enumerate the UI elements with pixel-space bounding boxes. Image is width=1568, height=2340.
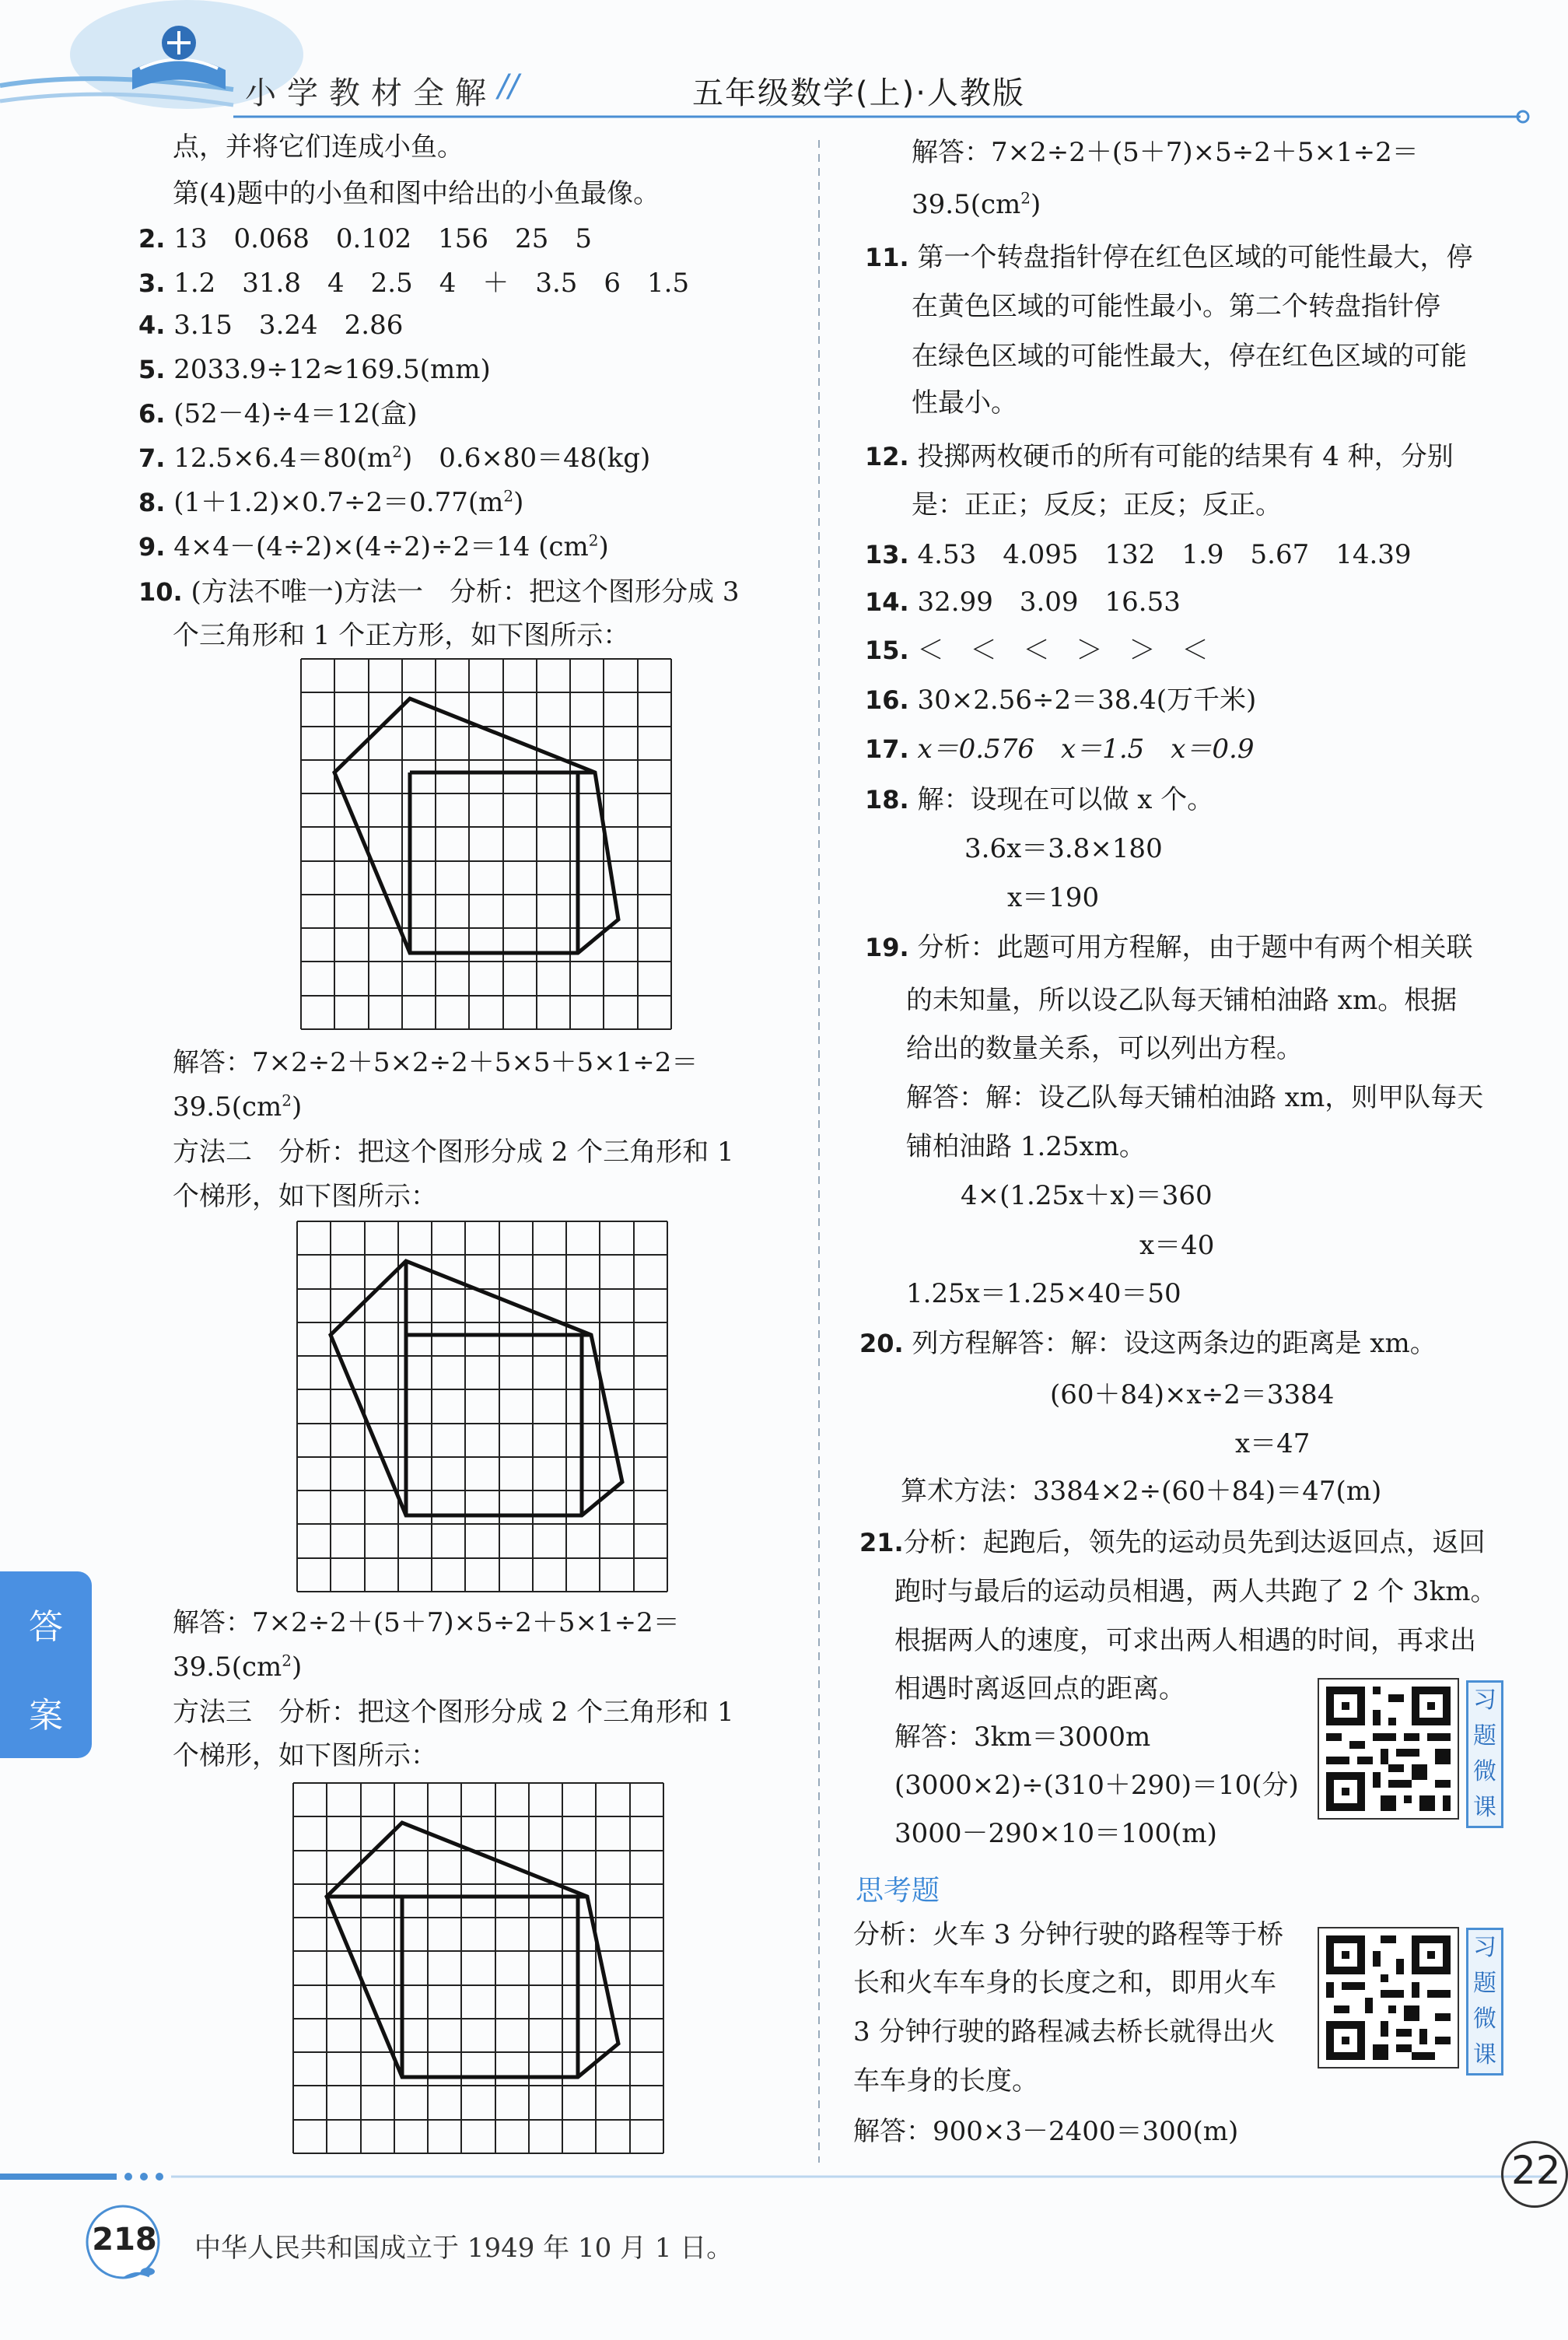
answer-line: 个梯形，如下图所示： bbox=[173, 1740, 437, 1771]
answer-line: 解答：900×3－2400＝300(m) bbox=[853, 2116, 1239, 2147]
answer-line bbox=[912, 188, 1041, 221]
answer-line: 性最小。 bbox=[912, 387, 1017, 419]
answer-line: 在黄色区域的可能性最小。第二个转盘指针停 bbox=[912, 291, 1440, 322]
answer-text: 32.99 3.09 16.53 bbox=[917, 587, 1181, 618]
answer-line: 第(4)题中的小鱼和图中给出的小鱼最像。 bbox=[173, 178, 660, 209]
answer-line: 根据两人的速度，可求出两人相遇的时间，再求出 bbox=[894, 1625, 1476, 1656]
answer-line: 解答：7×2÷2＋(5＋7)×5÷2＋5×1÷2＝ bbox=[173, 1607, 680, 1638]
qr-code-icon[interactable] bbox=[1318, 1928, 1458, 2068]
item-number: 19. bbox=[865, 933, 909, 962]
answer-item-3 bbox=[138, 267, 689, 300]
column-divider bbox=[817, 140, 821, 2163]
footer-rule bbox=[0, 2170, 1550, 2186]
answer-line: 跑时与最后的运动员相遇，两人共跑了 2 个 3km。 bbox=[894, 1576, 1497, 1607]
answer-text: 解：设现在可以做 x 个。 bbox=[917, 784, 1214, 815]
answer-text: 3.15 3.24 2.86 bbox=[173, 310, 404, 341]
answer-text: 39.5(cm bbox=[173, 1652, 282, 1683]
answer-line: (3000×2)÷(310＋290)＝10(分) bbox=[894, 1770, 1299, 1801]
answer-line: 解答：7×2÷2＋5×2÷2＋5×5＋5×1÷2＝ bbox=[173, 1047, 698, 1078]
next-page-number-text: 22 bbox=[1511, 2148, 1561, 2193]
answer-line: 点，并将它们连成小鱼。 bbox=[173, 131, 464, 163]
answer-item-8 bbox=[138, 486, 523, 519]
answer-text: 13 0.068 0.102 156 25 5 bbox=[173, 223, 592, 254]
answer-text: 1.2 31.8 4 2.5 4 ＋ 3.5 6 1.5 bbox=[173, 268, 690, 299]
answer-text: ) 0.6×80＝48(kg) bbox=[402, 443, 651, 474]
answer-item-20 bbox=[859, 1327, 1437, 1360]
answer-item-17 bbox=[865, 733, 1255, 765]
answer-text: x＝0.576 x＝1.5 x＝0.9 bbox=[917, 734, 1255, 765]
item-number: 10. bbox=[138, 577, 183, 607]
answer-line: 方法三 分析：把这个图形分成 2 个三角形和 1 bbox=[173, 1697, 734, 1728]
book-title: 五年级数学(上)·人教版 bbox=[692, 75, 1025, 111]
answer-text: 分析：此题可用方程解，由于题中有两个相关联 bbox=[917, 932, 1473, 963]
side-tab-char: 答 bbox=[29, 1607, 63, 1647]
answer-text: 分析：起跑后，领先的运动员先到达返回点，返回 bbox=[903, 1527, 1486, 1558]
answer-item-13 bbox=[865, 538, 1412, 571]
answer-item-12 bbox=[865, 440, 1454, 473]
answer-text: ) bbox=[291, 1091, 303, 1123]
answer-line: 个梯形，如下图所示： bbox=[173, 1181, 437, 1212]
equation-line: (60＋84)×x÷2＝3384 bbox=[1050, 1379, 1335, 1410]
answer-line: 分析：火车 3 分钟行驶的路程等于桥 bbox=[853, 1919, 1284, 1950]
answer-line: 方法二 分析：把这个图形分成 2 个三角形和 1 bbox=[173, 1137, 734, 1168]
answer-item-14 bbox=[865, 586, 1181, 618]
answer-text: 2033.9÷12≈169.5(mm) bbox=[173, 354, 491, 385]
superscript: 2 bbox=[503, 486, 514, 506]
item-number: 5. bbox=[138, 355, 166, 384]
footer-note: 中华人民共和国成立于 1949 年 10 月 1 日。 bbox=[194, 2233, 733, 2264]
grid-figure-method-1 bbox=[299, 657, 673, 1031]
answer-line: 是：正正；反反；正反；反正。 bbox=[912, 489, 1282, 520]
page-number: 218 bbox=[92, 2222, 157, 2258]
item-number: 15. bbox=[865, 636, 909, 665]
equation-line: x＝190 bbox=[1007, 882, 1100, 913]
answer-text: 4×4－(4÷2)×(4÷2)÷2＝14 (cm bbox=[173, 531, 589, 562]
answer-text: 列方程解答：解：设这两条边的距离是 xm。 bbox=[912, 1328, 1437, 1359]
superscript: 2 bbox=[588, 531, 599, 550]
answer-item-15 bbox=[865, 634, 1209, 667]
answer-side-tab bbox=[0, 1571, 92, 1758]
answer-item-19 bbox=[865, 931, 1473, 964]
superscript: 2 bbox=[1020, 188, 1031, 208]
answer-text: ) bbox=[598, 531, 609, 562]
answer-text: 39.5(cm bbox=[173, 1091, 282, 1123]
answer-line: 铺柏油路 1.25xm。 bbox=[906, 1131, 1146, 1162]
equation-line: x＝40 bbox=[1139, 1230, 1215, 1261]
answer-line bbox=[173, 1651, 302, 1683]
superscript: 2 bbox=[282, 1651, 292, 1670]
item-number: 4. bbox=[138, 310, 166, 340]
answer-line: 在绿色区域的可能性最大，停在红色区域的可能 bbox=[912, 341, 1467, 372]
answer-text: ) bbox=[291, 1652, 303, 1683]
item-number: 6. bbox=[138, 399, 166, 429]
grid-figure-method-2 bbox=[296, 1220, 669, 1593]
answer-item-6 bbox=[138, 398, 418, 430]
item-number: 18. bbox=[865, 785, 909, 814]
series-title: 小学教材全解 bbox=[245, 75, 497, 111]
answer-text: 投掷两枚硬币的所有可能的结果有 4 种，分别 bbox=[917, 441, 1454, 472]
answer-line: 3000－290×10＝100(m) bbox=[894, 1818, 1217, 1849]
micro-lesson-tag[interactable]: 习题微课 bbox=[1466, 1680, 1503, 1828]
item-number: 21. bbox=[859, 1528, 904, 1557]
item-number: 17. bbox=[865, 734, 909, 764]
item-number: 7. bbox=[138, 443, 166, 473]
answer-item-11 bbox=[865, 241, 1473, 274]
answer-item-10 bbox=[138, 576, 739, 608]
side-tab-char: 案 bbox=[29, 1696, 63, 1736]
answer-line: 个三角形和 1 个正方形，如下图所示： bbox=[173, 620, 630, 651]
answer-item-4 bbox=[138, 309, 403, 342]
superscript: 2 bbox=[282, 1091, 292, 1110]
answer-item-21 bbox=[859, 1526, 1486, 1559]
answer-line: 车车身的长度。 bbox=[853, 2065, 1038, 2097]
answer-text: ＜ ＜ ＜ ＞ ＞ ＜ bbox=[917, 635, 1209, 666]
equation-line: 1.25x＝1.25×40＝50 bbox=[906, 1278, 1181, 1309]
answer-item-18 bbox=[865, 783, 1213, 816]
answer-text: (52－4)÷4＝12(盒) bbox=[173, 398, 418, 429]
answer-line: 给出的数量关系，可以列出方程。 bbox=[906, 1033, 1303, 1064]
answer-text: 30×2.56÷2＝38.4(万千米) bbox=[917, 685, 1257, 716]
equation-line: 3.6x＝3.8×180 bbox=[964, 833, 1163, 864]
answer-line: 长和火车车身的长度之和，即用火车 bbox=[853, 1967, 1276, 1998]
answer-text: 12.5×6.4＝80(m bbox=[173, 443, 393, 474]
answer-text: ) bbox=[1030, 189, 1041, 220]
micro-lesson-tag[interactable]: 习题微课 bbox=[1466, 1928, 1503, 2076]
answer-text: 第一个转盘指针停在红色区域的可能性最大，停 bbox=[917, 242, 1473, 273]
item-number: 12. bbox=[865, 442, 909, 471]
answer-text: 4.53 4.095 132 1.9 5.67 14.39 bbox=[917, 539, 1412, 570]
answer-line: 解答：7×2÷2＋(5＋7)×5÷2＋5×1÷2＝ bbox=[912, 137, 1419, 168]
equation-line: 4×(1.25x＋x)＝360 bbox=[961, 1180, 1213, 1211]
item-number: 13. bbox=[865, 540, 909, 569]
series-slash: // bbox=[498, 68, 519, 104]
answer-item-9 bbox=[138, 531, 609, 563]
item-number: 14. bbox=[865, 587, 909, 617]
answer-item-16 bbox=[865, 684, 1256, 716]
answer-line: 的未知量，所以设乙队每天铺柏油路 xm。根据 bbox=[906, 985, 1458, 1016]
qr-code-icon[interactable] bbox=[1318, 1679, 1458, 1819]
answer-line: 算术方法：3384×2÷(60＋84)＝47(m) bbox=[901, 1476, 1382, 1507]
think-question-title: 思考题 bbox=[856, 1875, 940, 1907]
answer-text: 39.5(cm bbox=[912, 189, 1021, 220]
item-number: 20. bbox=[859, 1329, 904, 1358]
item-number: 9. bbox=[138, 532, 166, 562]
answer-line: 3 分钟行驶的路程减去桥长就得出火 bbox=[853, 2016, 1276, 2048]
superscript: 2 bbox=[392, 442, 402, 461]
grid-figure-method-3 bbox=[292, 1781, 665, 2155]
answer-text: (1＋1.2)×0.7÷2＝0.77(m bbox=[173, 487, 504, 518]
answer-text: ) bbox=[513, 487, 524, 518]
item-number: 3. bbox=[138, 268, 166, 298]
answer-line bbox=[173, 1091, 302, 1123]
next-page-number-partial bbox=[1501, 2141, 1568, 2208]
item-number: 11. bbox=[865, 243, 909, 272]
item-number: 16. bbox=[865, 685, 909, 715]
answer-line: 相遇时离返回点的距离。 bbox=[894, 1673, 1185, 1704]
answer-line: 解答：3km＝3000m bbox=[894, 1722, 1151, 1753]
book-logo-icon bbox=[124, 16, 233, 101]
answer-item-7 bbox=[138, 442, 650, 475]
answer-item-5 bbox=[138, 353, 491, 386]
item-number: 8. bbox=[138, 488, 166, 517]
answer-line: 解答：解：设乙队每天铺柏油路 xm，则甲队每天 bbox=[906, 1082, 1484, 1113]
equation-line: x＝47 bbox=[1235, 1428, 1311, 1459]
answer-text: (方法不唯一)方法一 分析：把这个图形分成 3 bbox=[191, 576, 740, 608]
item-number: 2. bbox=[138, 224, 166, 254]
answer-item-2 bbox=[138, 222, 592, 255]
